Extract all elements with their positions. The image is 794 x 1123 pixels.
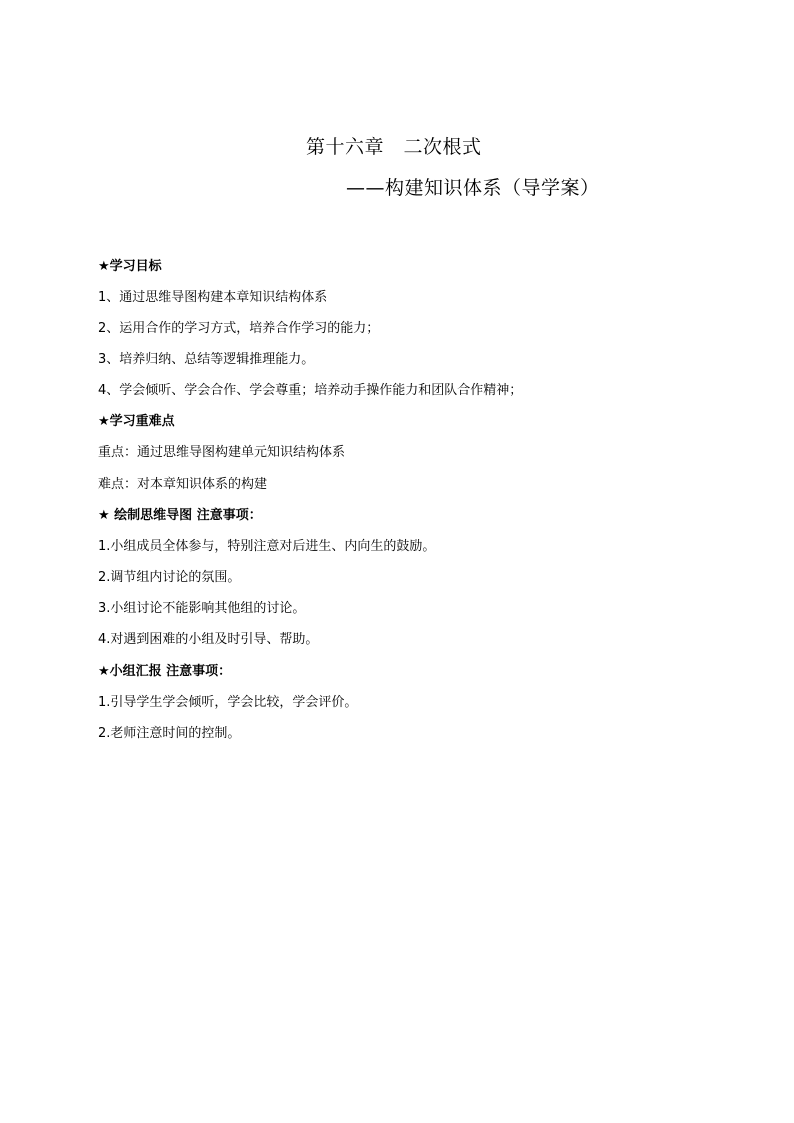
report-item: 1.引导学生学会倾听，学会比较，学会评价。 [98, 695, 358, 710]
objective-item: 2、运用合作的学习方式，培养合作学习的能力； [98, 321, 380, 336]
mindmap-item: 4.对遇到困难的小组及时引导、帮助。 [98, 632, 319, 647]
key-point-item: 难点：对本章知识体系的构建 [98, 477, 268, 492]
objective-item: 3、培养归纳、总结等逻辑推理能力。 [98, 352, 315, 367]
mindmap-item: 2.调节组内讨论的氛围。 [98, 570, 241, 585]
mindmap-heading: ★ 绘制思维导图 注意事项： [98, 508, 262, 523]
objective-item: 4、学会倾听、学会合作、学会尊重；培养动手操作能力和团队合作精神； [98, 383, 523, 398]
page-title: 第十六章 二次根式 [306, 136, 482, 158]
report-heading: ★小组汇报 注意事项： [98, 664, 232, 679]
key-point-item: 重点：通过思维导图构建单元知识结构体系 [98, 445, 346, 460]
key-points-heading: ★学习重难点 [98, 414, 175, 429]
report-item: 2.老师注意时间的控制。 [98, 726, 241, 741]
mindmap-item: 1.小组成员全体参与，特别注意对后进生、内向生的鼓励。 [98, 539, 436, 554]
objective-item: 1、通过思维导图构建本章知识结构体系 [98, 290, 328, 305]
page-subtitle: ——构建知识体系（导学案） [346, 177, 600, 199]
objectives-heading: ★学习目标 [98, 259, 162, 274]
mindmap-item: 3.小组讨论不能影响其他组的讨论。 [98, 601, 306, 616]
